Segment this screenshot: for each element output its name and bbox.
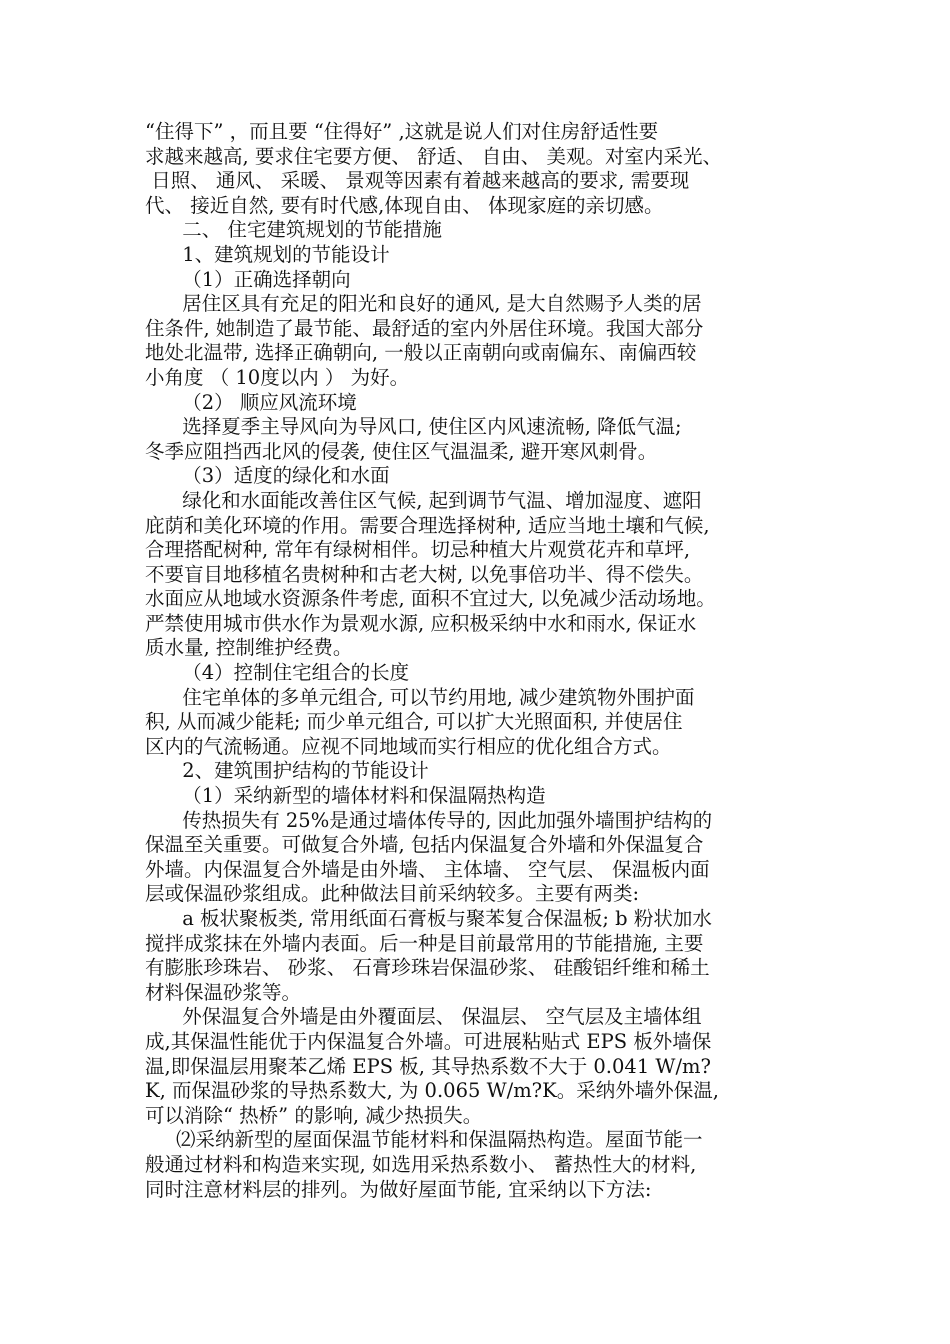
text-line: 住条件, 她制造了最节能、最舒适的室内外居住环境。我国大部分 [145,316,704,340]
document-body [145,120,810,1202]
text-line: 水面应从地域水资源条件考虑, 面积不宜过大, 以免减少活动场地。 [145,587,716,611]
text-line: 二、 住宅建筑规划的节能措施 [145,218,442,242]
text-line: 传热损失有 25%是通过墙体传导的, 因此加强外墙围护结构的 [145,808,713,832]
text-line: 外墙。内保温复合外墙是由外墙、 主体墙、 空气层、 保温板内面 [145,857,710,881]
text-line: K, 而保温砂浆的导热系数大, 为 0.065 W/m?K。采纳外墙外保温, [145,1079,719,1103]
text-line: 绿化和水面能改善住区气候, 起到调节气温、增加湿度、遮阳 [145,488,702,512]
text-line: 有膨胀珍珠岩、 砂浆、 石膏珍珠岩保温砂浆、 硅酸铝纤维和稀土 [145,956,710,980]
text-line: a 板状聚板类, 常用纸面石膏板与聚苯复合保温板; b 粉状加水 [145,907,712,930]
text-line: ⑵采纳新型的屋面保温节能材料和保温隔热构造。屋面节能一 [145,1128,703,1152]
text-line: 庇荫和美化环境的作用。需要合理选择树种, 适应当地土壤和气候, [145,513,710,537]
text-line: 同时注意材料层的排列。为做好屋面节能, 宜采纳以下方法: [145,1177,652,1201]
text-line: 地处北温带, 选择正确朝向, 一般以正南朝向或南偏东、南偏西较 [145,341,697,365]
text-line: 层或保温砂浆组成。此种做法目前采纳较多。主要有两类: [145,882,640,906]
text-line: 住宅单体的多单元组合, 可以节约用地, 减少建筑物外围护面 [145,685,695,709]
text-line: 温,即保温层用聚苯乙烯 EPS 板, 其导热系数不大于 0.041 W/m? [145,1054,711,1078]
text-line: 严禁使用城市供水作为景观水源, 应积极采纳中水和雨水, 保证水 [145,611,697,635]
text-line: 居住区具有充足的阳光和良好的通风, 是大自然赐予人类的居 [145,292,702,316]
text-line: （3）适度的绿化和水面 [145,464,390,488]
text-line: 冬季应阻挡西北风的侵袭, 使住区气温温柔, 避开寒风刺骨。 [145,439,658,463]
text-line: 保温至关重要。可做复合外墙, 包括内保温复合外墙和外保温复合 [145,833,704,857]
text-line: 外保温复合外墙是由外覆面层、 保温层、 空气层及主墙体组 [145,1005,702,1029]
text-line: 积, 从而减少能耗; 而少单元组合, 可以扩大光照面积, 并使居住 [145,710,683,734]
text-line: 日照、 通风、 采暖、 景观等因素有着越来越高的要求, 需要现 [145,169,690,193]
text-line: 求越来越高, 要求住宅要方便、 舒适、 自由、 美观。对室内采光、 [145,144,722,168]
text-line: 材料保温砂浆等。 [145,980,302,1004]
text-line: 不要盲目地移植名贵树种和古老大树, 以免事倍功半、得不偿失。 [145,562,704,586]
text-line: （1）正确选择朝向 [145,267,351,291]
text-line: （1）采纳新型的墙体材料和保温隔热构造 [145,784,546,808]
text-line: 区内的气流畅通。应视不同地域而实行相应的优化组合方式。 [145,734,672,758]
text-line: 1、建筑规划的节能设计 [145,242,390,266]
text-line: 般通过材料和构造来实现, 如选用采热系数小、 蓄热性大的材料, [145,1152,697,1176]
text-line: 小角度 （ 10度以内 ） 为好。 [145,365,410,389]
text-line: “住得下” ，而且要 “住得好” ,这就是说人们对住房舒适性要 [145,120,659,143]
text-line: 2、建筑围护结构的节能设计 [145,759,429,783]
text-line: 质水量, 控制维护经费。 [145,636,353,660]
text-line: 代、 接近自然, 要有时代感,体现自由、 体现家庭的亲切感。 [145,193,664,217]
text-line: （4）控制住宅组合的长度 [145,661,410,685]
text-line: 搅拌成浆抹在外墙内表面。后一种是目前最常用的节能措施, 主要 [145,931,704,955]
text-line: 可以消除“ 热桥” 的影响, 减少热损失。 [145,1103,483,1127]
text-line: （2） 顺应风流环境 [145,390,357,414]
text-line: 合理搭配树种, 常年有绿树相伴。切忌种植大片观赏花卉和草坪, [145,538,691,562]
text-line: 选择夏季主导风向为导风口, 使住区内风速流畅, 降低气温; [145,415,682,439]
text-line: 成,其保温性能优于内保温复合外墙。可进展粘贴式 EPS 板外墙保 [145,1029,712,1053]
